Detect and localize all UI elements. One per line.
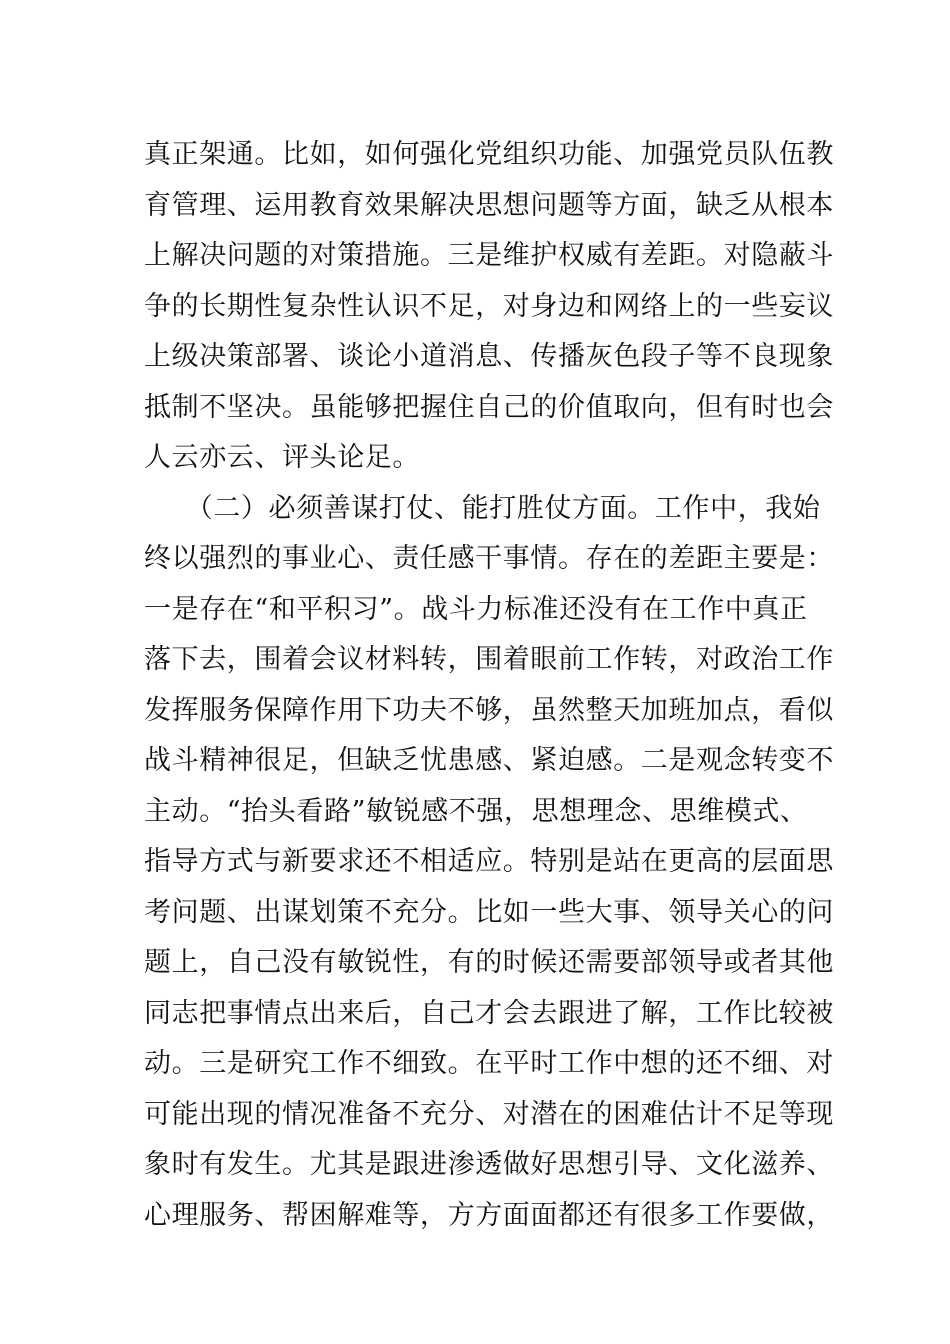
body-text xyxy=(144,130,834,1241)
text-line: 象时有发生。尤其是跟进渗透做好思想引导、文化滋养、 xyxy=(144,1149,834,1180)
text-line: 题上，自己没有敏锐性，有的时候还需要部领导或者其他 xyxy=(144,947,834,978)
section-heading-line: （二）必须善谋打仗、能打胜仗方面。工作中，我始 xyxy=(144,492,821,524)
text-line: 上级决策部署、谈论小道消息、传播灰色段子等不良现象 xyxy=(144,341,834,372)
text-line: 战斗精神很足，但缺乏忧患感、紧迫感。二是观念转变不 xyxy=(144,745,834,776)
text-line: 心理服务、帮困解难等，方方面面都还有很多工作要做， xyxy=(144,1199,834,1231)
text-line: 人云亦云、评头论足。 xyxy=(144,442,420,473)
text-line: 争的长期性复杂性认识不足，对身边和网络上的一些妄议 xyxy=(144,290,834,322)
text-line: 一是存在“和平积习”。战斗力标准还没有在工作中真正 xyxy=(144,593,808,625)
text-line: 抵制不坚决。虽能够把握住自己的价值取向，但有时也会 xyxy=(144,391,834,423)
text-line: 主动。“抬头看路”敏锐感不强，思想理念、思维模式、 xyxy=(144,795,808,827)
text-line: 终以强烈的事业心、责任感干事情。存在的差距主要是： xyxy=(144,543,834,574)
text-line: 真正架通。比如，如何强化党组织功能、加强党员队伍教 xyxy=(144,139,834,170)
text-line: 动。三是研究工作不细致。在平时工作中想的还不细、对 xyxy=(144,1048,834,1079)
text-line: 可能出现的情况准备不充分、对潜在的困难估计不足等现 xyxy=(144,1098,834,1130)
text-line: 上解决问题的对策措施。三是维护权威有差距。对隐蔽斗 xyxy=(144,240,834,271)
text-line: 落下去，围着会议材料转，围着眼前工作转，对政治工作 xyxy=(144,644,834,675)
text-line: 发挥服务保障作用下功夫不够，虽然整天加班加点，看似 xyxy=(144,694,834,726)
text-line: 考问题、出谋划策不充分。比如一些大事、领导关心的问 xyxy=(144,896,834,928)
text-line: 育管理、运用教育效果解决思想问题等方面，缺乏从根本 xyxy=(144,189,834,221)
text-line: 同志把事情点出来后，自己才会去跟进了解，工作比较被 xyxy=(144,997,834,1029)
text-line: 指导方式与新要求还不相适应。特别是站在更高的层面思 xyxy=(144,846,834,877)
